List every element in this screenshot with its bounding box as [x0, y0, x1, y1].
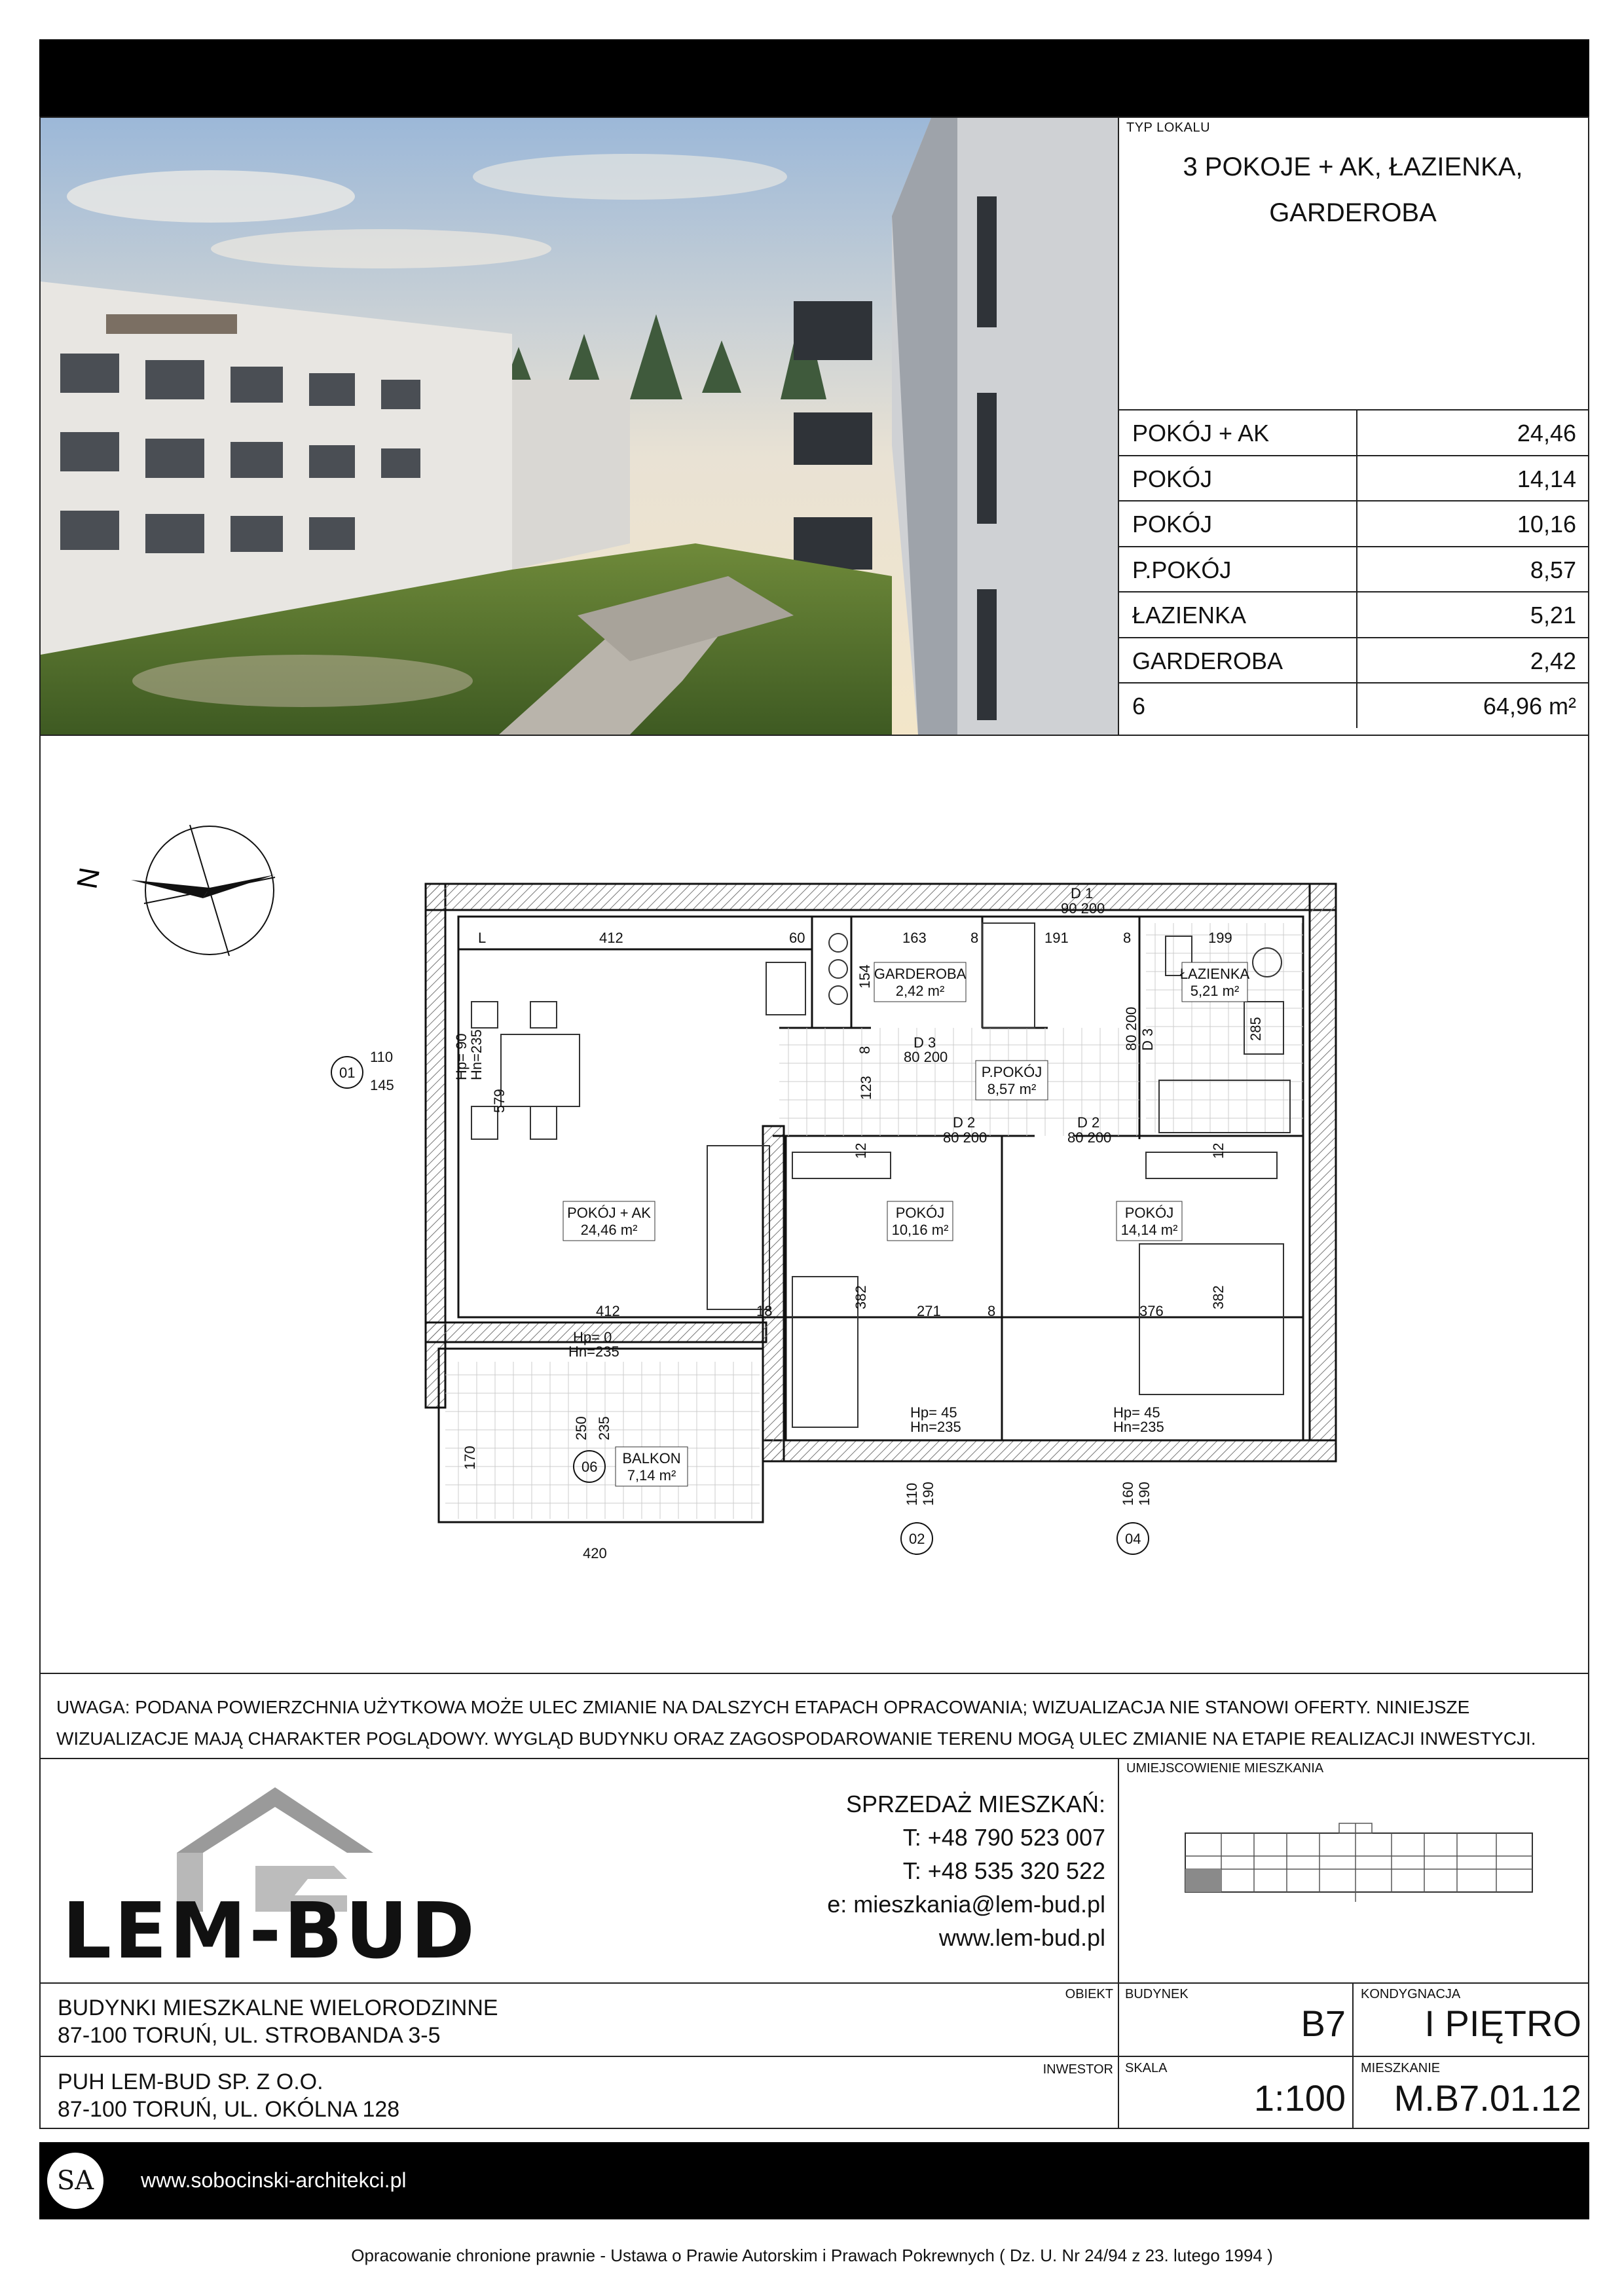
obiekt-label: OBIEKT — [1065, 1987, 1113, 2001]
plan-room-area: 2,42 m² — [895, 983, 945, 999]
mieszkanie-value: M.B7.01.12 — [1393, 2077, 1581, 2119]
logo-text: LEM-BUD — [62, 1886, 477, 1971]
door-d1: D 1 — [1071, 885, 1094, 902]
company-logo — [59, 1781, 478, 1971]
dim-18: 18 — [756, 1303, 773, 1319]
dim-285: 285 — [1247, 1017, 1264, 1041]
note-line: WIZUALIZACJE MAJĄ CHARAKTER POGLĄDOWY. WYGLĄD BUDYNKU ORAZ ZAGOSPODAROWANIE TERENU MOGĄ ULEC ZMIANIE NA ETAPIE REALIZACJI INWESTYCJI. — [56, 1728, 1536, 1749]
mieszkanie-label: MIESZKANIE — [1361, 2061, 1441, 2075]
window-04-hn: Hn=235 — [1113, 1419, 1164, 1435]
room-area: 14,14 — [1517, 465, 1576, 492]
inwestor-line2: 87-100 TORUŃ, UL. OKÓLNA 128 — [58, 2097, 400, 2122]
architect-website[interactable]: www.sobocinski-architekci.pl — [141, 2168, 407, 2192]
plan-room-name: P.POKÓJ — [981, 1064, 1043, 1080]
budynek-label: BUDYNEK — [1125, 1987, 1189, 2001]
window-02-hp: Hp= 45 — [910, 1404, 957, 1421]
divider — [1118, 1982, 1119, 2129]
window-04-hp: Hp= 45 — [1113, 1404, 1160, 1421]
note-line: UWAGA: PODANA POWIERZCHNIA UŻYTKOWA MOŻE ULEC ZMIANIE NA DALSZYCH ETAPACH OPRACOWANIA; WIZUALIZACJA NIE STANOWI OFERTY. NINIEJSZE — [56, 1697, 1470, 1717]
compass-north: N — [71, 865, 107, 892]
dim-412: 412 — [599, 930, 623, 946]
dim-250: 250 — [573, 1416, 589, 1440]
kondygnacja-label: KONDYGNACJA — [1361, 1987, 1461, 2001]
dim-170: 170 — [462, 1446, 478, 1470]
house-roof-icon — [177, 1787, 373, 1853]
dim-235: 235 — [596, 1416, 612, 1440]
total-area: 64,96 m² — [1483, 693, 1576, 720]
window-04-width: 160 — [1120, 1482, 1136, 1506]
sales-website[interactable]: www.lem-bud.pl — [938, 1924, 1105, 1951]
dim-420: 420 — [583, 1545, 607, 1561]
door-d2: D 2 — [1077, 1114, 1100, 1131]
plan-room-area: 24,46 m² — [580, 1222, 638, 1238]
plan-room-name: POKÓJ — [1124, 1205, 1174, 1221]
door-d2-size: 80 200 — [943, 1129, 987, 1146]
sales-phone[interactable]: T: +48 790 523 007 — [902, 1824, 1105, 1851]
plan-room-area: 8,57 m² — [987, 1081, 1037, 1097]
inwestor-line1: PUH LEM-BUD SP. Z O.O. — [58, 2069, 323, 2094]
dim-163: 163 — [902, 930, 927, 946]
divider — [1352, 1982, 1354, 2129]
type-label: TYP LOKALU — [1126, 120, 1211, 135]
plan-room-name: POKÓJ — [895, 1205, 945, 1221]
inwestor-label: INWESTOR — [1043, 2062, 1113, 2077]
door-d3-size: 80 200 — [1123, 1006, 1139, 1051]
dim-8: 8 — [1123, 930, 1132, 946]
dim-382: 382 — [853, 1285, 869, 1309]
dim-8: 8 — [857, 1046, 873, 1054]
window-06-tag: 06 — [581, 1459, 598, 1475]
door-d3: D 3 — [913, 1034, 936, 1051]
skala-label: SKALA — [1125, 2061, 1168, 2075]
dim-271: 271 — [917, 1303, 941, 1319]
divider — [39, 2056, 1589, 2057]
door-d2: D 2 — [953, 1114, 976, 1131]
kondygnacja-value: I PIĘTRO — [1424, 2003, 1581, 2044]
room-count: 6 — [1132, 693, 1146, 720]
door-d3: D 3 — [1139, 1028, 1156, 1051]
room-name: POKÓJ — [1132, 465, 1213, 492]
window-01-hn: Hn=235 — [468, 1029, 485, 1080]
door-d1-size: 90 200 — [1061, 900, 1105, 917]
room-area: 10,16 — [1517, 511, 1576, 538]
sales-title: SPRZEDAŻ MIESZKAŃ: — [845, 1791, 1105, 1817]
window-02-tag: 02 — [909, 1531, 925, 1547]
door-d3-size: 80 200 — [904, 1049, 948, 1065]
room-area: 24,46 — [1517, 420, 1576, 446]
dim-154: 154 — [857, 964, 873, 989]
plan-room-area: 10,16 m² — [891, 1222, 949, 1238]
window-06-hn: Hn=235 — [568, 1343, 619, 1360]
plan-room-name: GARDEROBA — [874, 966, 967, 982]
window-06-hp: Hp= 0 — [573, 1329, 612, 1345]
plan-room-area: 14,14 m² — [1120, 1222, 1178, 1238]
dim-12: 12 — [853, 1142, 869, 1159]
dim-412: 412 — [596, 1303, 620, 1319]
kitchen-letter: L — [478, 930, 487, 946]
plan-room-name: ŁAZIENKA — [1179, 966, 1250, 982]
location-key-plan — [1182, 1820, 1536, 1905]
dim-60: 60 — [789, 930, 805, 946]
window-04-tag: 04 — [1125, 1531, 1141, 1547]
dim-191: 191 — [1044, 930, 1069, 946]
obiekt-line1: BUDYNKI MIESZKALNE WIELORODZINNE — [58, 1995, 498, 2020]
apartment-highlight — [1185, 1869, 1221, 1892]
dim-8: 8 — [970, 930, 979, 946]
dim-8: 8 — [987, 1303, 996, 1319]
room-name: GARDEROBA — [1132, 647, 1283, 674]
window-02-hn: Hn=235 — [910, 1419, 961, 1435]
apartment-type-line1: 3 POKOJE + AK, ŁAZIENKA, — [1183, 153, 1523, 181]
window-04-height: 190 — [1136, 1482, 1153, 1506]
divider — [39, 1982, 1589, 1984]
room-name: POKÓJ + AK — [1132, 420, 1270, 446]
dim-382: 382 — [1210, 1285, 1227, 1309]
window-01-tag: 01 — [339, 1065, 356, 1081]
window-02-height: 190 — [920, 1482, 936, 1506]
window-01-height: 145 — [370, 1077, 394, 1093]
location-label: UMIEJSCOWIENIE MIESZKANIA — [1126, 1761, 1324, 1776]
dim-123: 123 — [858, 1076, 874, 1100]
apartment-type-line2: GARDEROBA — [1269, 198, 1437, 227]
window-01-hp: Hp= 90 — [453, 1033, 470, 1080]
plan-room-area: 5,21 m² — [1190, 983, 1240, 999]
budynek-value: B7 — [1301, 2003, 1346, 2044]
disclaimer-note — [56, 1692, 1576, 1755]
room-name: ŁAZIENKA — [1132, 602, 1247, 629]
divider — [39, 1758, 1589, 1759]
dim-579: 579 — [491, 1089, 507, 1113]
divider — [39, 1673, 1589, 1674]
sales-phone[interactable]: T: +48 535 320 522 — [902, 1857, 1105, 1884]
dim-199: 199 — [1208, 930, 1232, 946]
plan-room-name: POKÓJ + AK — [567, 1205, 651, 1221]
door-d2-size: 80 200 — [1067, 1129, 1112, 1146]
copyright-note: Opracowanie chronione prawnie - Ustawa o Prawie Autorskim i Prawach Pokrewnych ( Dz. U. Nr 24/94 z 23. lutego 1994 ) — [351, 2246, 1273, 2265]
obiekt-line2: 87-100 TORUŃ, UL. STROBANDA 3-5 — [58, 2023, 441, 2048]
sales-contact — [786, 1787, 1105, 1954]
room-name: POKÓJ — [1132, 511, 1213, 538]
plan-room-name: BALKON — [622, 1450, 681, 1467]
dim-376: 376 — [1139, 1303, 1164, 1319]
room-area: 8,57 — [1530, 556, 1576, 583]
room-area: 2,42 — [1530, 647, 1576, 674]
plan-room-area: 7,14 m² — [627, 1467, 676, 1484]
window-02-width: 110 — [904, 1482, 920, 1506]
sales-email[interactable]: e: mieszkania@lem-bud.pl — [827, 1891, 1105, 1918]
dim-12: 12 — [1210, 1142, 1227, 1159]
skala-value: 1:100 — [1253, 2077, 1346, 2119]
window-01-width: 110 — [370, 1049, 394, 1065]
room-area: 5,21 — [1530, 602, 1576, 629]
architect-logo: SA — [47, 2153, 103, 2209]
room-name: P.POKÓJ — [1132, 556, 1232, 583]
